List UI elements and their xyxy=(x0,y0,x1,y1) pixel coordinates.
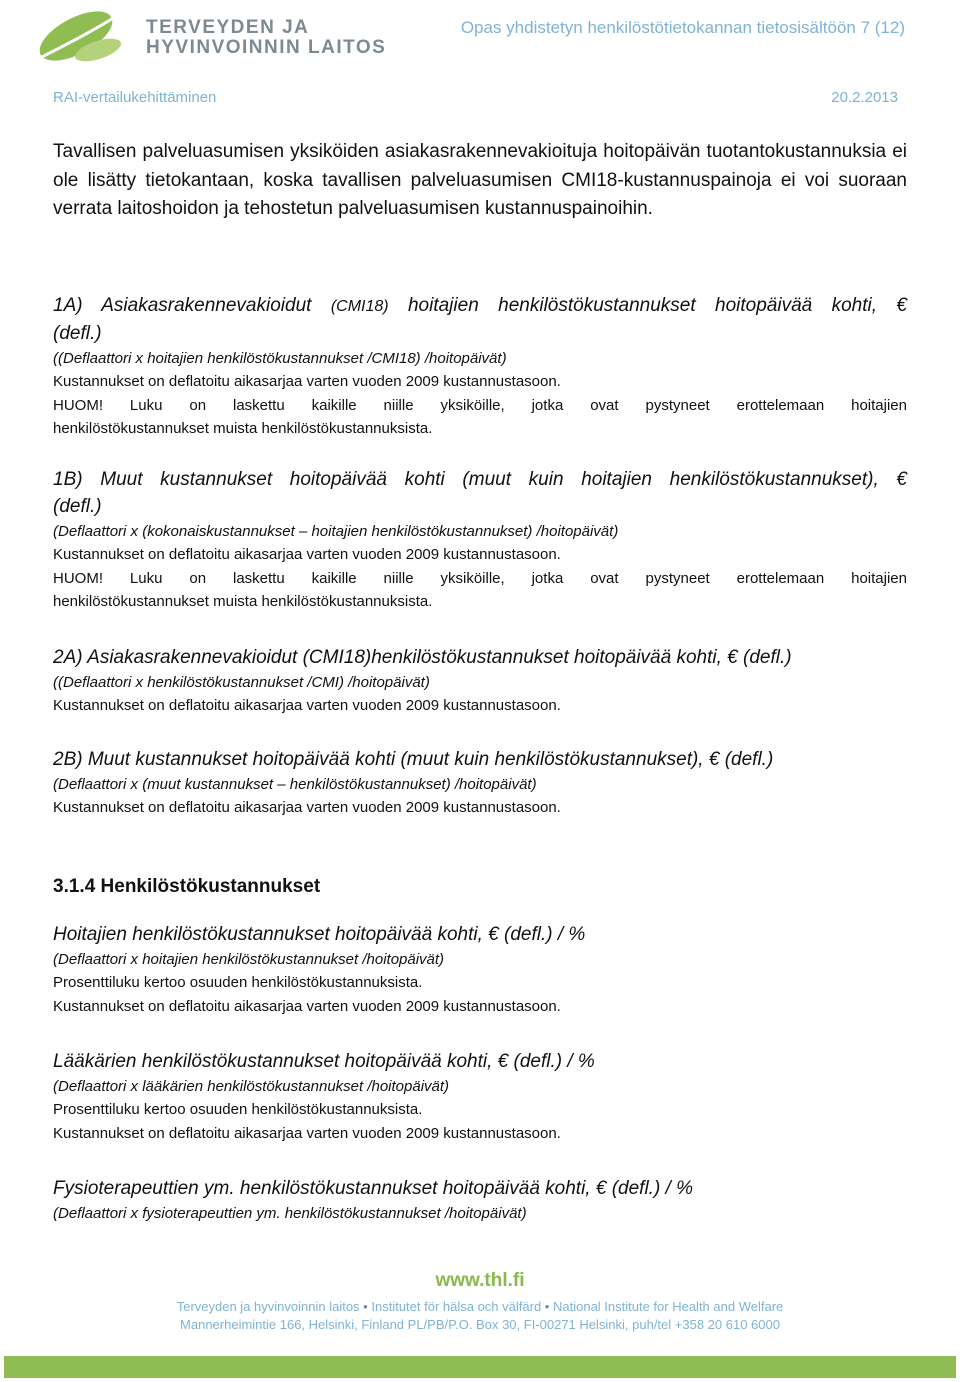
section-1a-formula: ((Deflaattori x hoitajien henkilöstökustannukset /CMI18) /hoitopäivät) xyxy=(53,350,507,367)
section-3-1-4-heading: 3.1.4 Henkilöstökustannukset xyxy=(53,876,321,897)
section-1b-note: Kustannukset on deflatoitu aikasarjaa varten vuoden 2009 kustannustasoon. xyxy=(53,546,561,563)
footer-org-sv: Institutet för hälsa och välfärd xyxy=(371,1299,542,1314)
footer-org-en: National Institute for Health and Welfare xyxy=(552,1299,784,1314)
section-1a-huom: HUOM! Luku on laskettu kaikille niille yksiköille, jotka ovat pystyneet erottelemaan hoitajien xyxy=(53,396,907,414)
section-2b-note: Kustannukset on deflatoitu aikasarjaa varten vuoden 2009 kustannustasoon. xyxy=(53,799,561,816)
section-3-1-4 xyxy=(53,876,907,898)
section-2a xyxy=(53,644,907,718)
footer-url: www.thl.fi xyxy=(435,1270,525,1291)
section-2a-heading: 2A) Asiakasrakennevakioidut (CMI18)henkilöstökustannukset hoitopäivää kohti, € (defl.) xyxy=(53,647,792,668)
section-1b-huom-cont: henkilöstökustannukset muista henkilöstökustannuksista. xyxy=(53,593,433,610)
section-laakarit xyxy=(53,1048,907,1145)
section-1b xyxy=(53,466,907,614)
logo-text xyxy=(146,18,386,58)
fysio-heading: Fysioterapeuttien ym. henkilöstökustannukset hoitopäivää kohti, € (defl.) / % xyxy=(53,1178,694,1199)
footer-bar xyxy=(4,1356,956,1378)
section-1a xyxy=(53,292,907,441)
thl-logo xyxy=(28,6,388,68)
section-2b-heading: 2B) Muut kustannukset hoitopäivää kohti (muut kuin henkilöstökustannukset), € (defl.) xyxy=(53,749,774,770)
section-2a-formula: ((Deflaattori x henkilöstökustannukset /CMI) /hoitopäivät) xyxy=(53,674,430,691)
footer-sep-2: • xyxy=(544,1299,550,1314)
hoitajat-heading: Hoitajien henkilöstökustannukset hoitopäivää kohti, € (defl.) / % xyxy=(53,924,586,945)
section-1b-heading-cont: (defl.) xyxy=(53,496,102,517)
logo-line-2: HYVINVOINNIN LAITOS xyxy=(146,37,387,58)
fysio-formula: (Deflaattori x fysioterapeuttien ym. henkilöstökustannukset /hoitopäivät) xyxy=(53,1205,527,1222)
section-1a-huom-cont: henkilöstökustannukset muista henkilöstökustannuksista. xyxy=(53,420,433,437)
hoitajat-formula: (Deflaattori x hoitajien henkilöstökustannukset /hoitopäivät) xyxy=(53,951,445,968)
header-subtitle: RAI-vertailukehittäminen xyxy=(53,89,217,106)
hoitajat-pct-note: Prosenttiluku kertoo osuuden henkilöstökustannuksista. xyxy=(53,974,423,991)
header-date: 20.2.2013 xyxy=(831,89,898,106)
intro-block xyxy=(53,138,907,224)
footer-sep-1: • xyxy=(363,1299,368,1314)
section-hoitajat xyxy=(53,921,907,1018)
laakarit-note: Kustannukset on deflatoitu aikasarjaa varten vuoden 2009 kustannustasoon. xyxy=(53,1124,561,1142)
section-2b xyxy=(53,746,907,820)
section-1b-huom: HUOM! Luku on laskettu kaikille niille yksiköille, jotka ovat pystyneet erottelemaan hoitajien xyxy=(53,569,907,587)
section-2a-note: Kustannukset on deflatoitu aikasarjaa varten vuoden 2009 kustannustasoon. xyxy=(53,697,561,714)
hoitajat-note: Kustannukset on deflatoitu aikasarjaa varten vuoden 2009 kustannustasoon. xyxy=(53,997,561,1015)
section-fysio xyxy=(53,1175,907,1225)
header-title: Opas yhdistetyn henkilöstötietokannan tietosisältöön 7 (12) xyxy=(460,18,905,37)
section-1b-heading: 1B) Muut kustannukset hoitopäivää kohti (muut kuin hoitajien henkilöstökustannukset), € xyxy=(53,469,907,490)
section-1b-formula: (Deflaattori x (kokonaiskustannukset – hoitajien henkilöstökustannukset) /hoitopäivät) xyxy=(53,523,619,540)
leaf-logo-icon xyxy=(28,6,138,68)
section-1a-heading-cont: (defl.) xyxy=(53,323,102,344)
footer-org-line xyxy=(0,1299,960,1314)
laakarit-pct-note: Prosenttiluku kertoo osuuden henkilöstökustannuksista. xyxy=(53,1101,423,1118)
intro-paragraph: Tavallisen palveluasumisen yksiköiden asiakasrakennevakioituja hoitopäivän tuotantokustannuksia ei ole lisätty tietokantaan, koska tavallisen palveluasumisen CMI18-kustannuspainoja ei voi suoraan verrata laitoshoidon ja tehostetun palveluasumisen kustannuspainoihin. xyxy=(53,141,907,219)
section-1a-heading: 1A) Asiakasrakennevakioidut (CMI18) hoitajien henkilöstökustannukset hoitopäivää kohti, € xyxy=(53,295,907,316)
section-2b-formula: (Deflaattori x (muut kustannukset – henkilöstökustannukset) /hoitopäivät) xyxy=(53,776,537,793)
laakarit-heading: Lääkärien henkilöstökustannukset hoitopäivää kohti, € (defl.) / % xyxy=(53,1051,595,1072)
footer-org-fi: Terveyden ja hyvinvoinnin laitos xyxy=(176,1299,360,1314)
logo-line-1: TERVEYDEN JA xyxy=(146,17,310,38)
footer-address: Mannerheimintie 166, Helsinki, Finland PL/PB/P.O. Box 30, FI-00271 Helsinki, puh/tel +358 20 610 6000 xyxy=(180,1317,780,1332)
section-1a-note: Kustannukset on deflatoitu aikasarjaa varten vuoden 2009 kustannustasoon. xyxy=(53,373,561,390)
laakarit-formula: (Deflaattori x lääkärien henkilöstökustannukset /hoitopäivät) xyxy=(53,1078,450,1095)
